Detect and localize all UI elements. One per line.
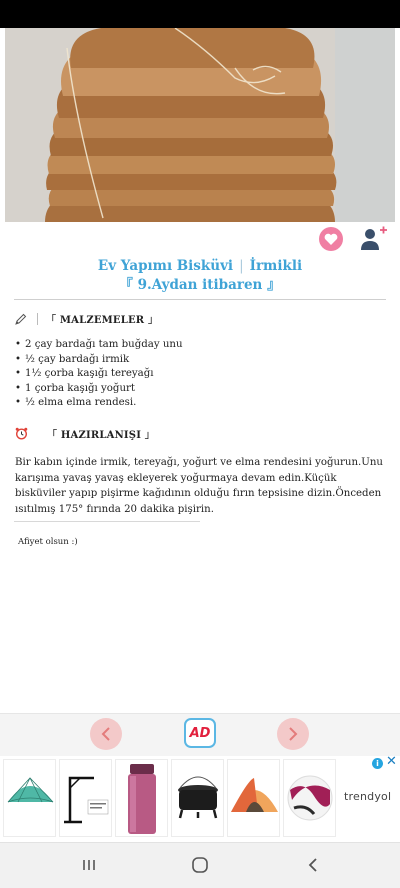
back-button[interactable] [300, 852, 326, 878]
product-camping-tent[interactable] [227, 759, 280, 837]
product-dutch-oven[interactable] [171, 759, 224, 837]
divider [14, 299, 386, 300]
recent-apps-button[interactable] [76, 852, 102, 878]
ingredients-list [15, 338, 183, 411]
chevron-right-icon [287, 726, 299, 742]
product-thermos[interactable] [115, 759, 168, 837]
title-separator: | [239, 258, 244, 274]
pencil-icon [15, 313, 27, 325]
steps-text: Bir kabın içinde irmik, tereyağı, yoğurt ve elma rendesini yoğurun.Unu karışıma yavaş yavaş ekleyerek yoğurmaya devam edin.Küçük bisküviler yapıp pişirme kağıdının olduğu fırın tepsisine dizin.Önceden ısıtılmış 175° fırında 20 dakika pişirin. [15, 457, 383, 515]
info-icon[interactable]: i [372, 758, 383, 769]
list-item: • 1 çorba kaşığı yoğurt [15, 382, 183, 397]
prev-button[interactable] [90, 718, 122, 750]
home-button[interactable] [187, 852, 213, 878]
title-tag: İrmikli [249, 258, 303, 274]
heart-icon [324, 233, 338, 246]
next-button[interactable] [277, 718, 309, 750]
tent-icon [4, 760, 56, 837]
home-icon [191, 856, 209, 874]
add-user-icon [358, 225, 388, 253]
recipe-photo [5, 28, 395, 222]
ingredients-label: 「 MALZEMELER 」 [46, 315, 159, 326]
product-gallows-stand[interactable] [59, 759, 112, 837]
steps-heading [15, 426, 155, 441]
brand-logo[interactable]: trendyol [344, 790, 392, 803]
title-main: Ev Yapımı Bisküvi [97, 258, 234, 274]
recipe-title [0, 257, 400, 276]
alarm-clock-icon [15, 427, 28, 440]
ball-icon [284, 760, 336, 837]
dome-tent-icon [228, 760, 280, 837]
heading-bar [37, 313, 38, 325]
recent-apps-icon [81, 857, 97, 873]
close-icon[interactable]: ✕ [386, 754, 397, 769]
recipe-subtitle: 『 9.Aydan itibaren 』 [119, 277, 281, 293]
divider-short [14, 521, 200, 522]
closing-text: Afiyet olsun :) [18, 537, 78, 547]
list-item: • 1½ çorba kaşığı tereyağı [15, 367, 183, 382]
list-item: • 2 çay bardağı tam buğday unu [15, 338, 183, 353]
list-item: • ½ elma elma rendesi. [15, 396, 183, 411]
thermos-icon [116, 760, 168, 837]
ad-badge: AD [184, 718, 216, 748]
list-item: • ½ çay bardağı irmik [15, 353, 183, 368]
heading-spacer [38, 428, 39, 440]
pot-icon [172, 760, 224, 837]
follow-button[interactable] [358, 225, 388, 253]
ingredients-heading [15, 311, 158, 326]
stand-icon [60, 760, 112, 837]
status-bar [0, 0, 400, 28]
product-tent[interactable] [3, 759, 56, 837]
product-soccer-ball[interactable] [283, 759, 336, 837]
steps-label: 「 HAZIRLANIŞI 」 [47, 430, 155, 441]
back-icon [306, 857, 320, 873]
like-button[interactable] [319, 227, 343, 251]
chevron-left-icon [100, 726, 112, 742]
